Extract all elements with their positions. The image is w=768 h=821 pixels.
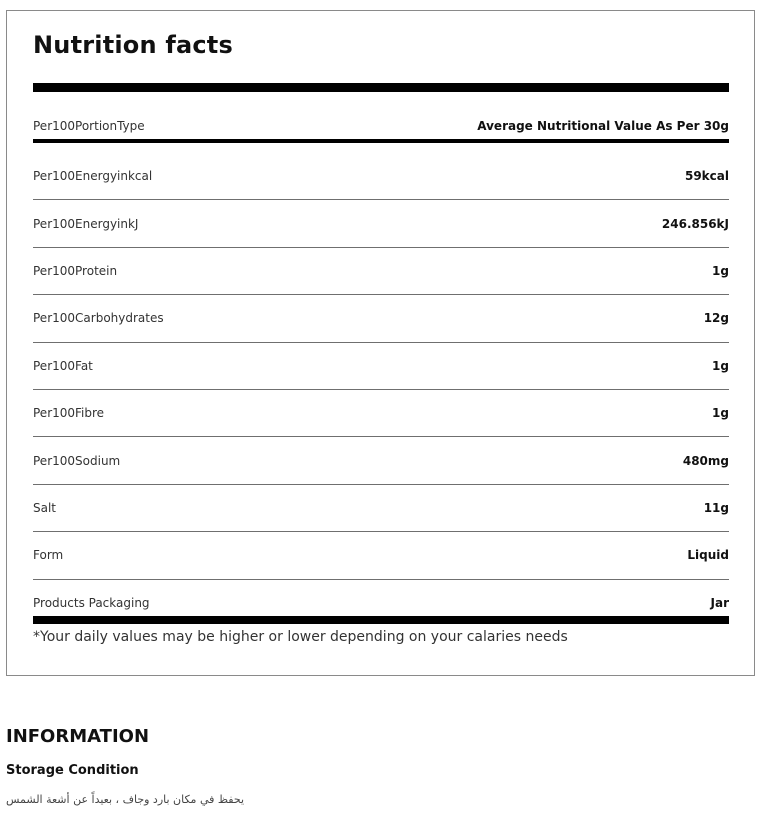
nutrition-row bbox=[33, 390, 729, 437]
bottom-thick-divider bbox=[33, 616, 729, 624]
storage-condition-text: يحفظ في مكان بارد وجاف ، بعيداً عن أشعة الشمس bbox=[6, 793, 245, 806]
nutrition-row bbox=[33, 532, 729, 579]
nutrition-row bbox=[33, 248, 729, 295]
storage-condition-heading: Storage Condition bbox=[6, 763, 139, 778]
nutrition-row bbox=[33, 103, 729, 149]
information-heading: INFORMATION bbox=[6, 726, 150, 747]
nutrition-label: Per100EnergyinkJ bbox=[33, 216, 139, 231]
nutrition-label: Per100Sodium bbox=[33, 453, 121, 468]
nutrition-value: 246.856kJ bbox=[661, 216, 729, 231]
nutrition-value: 12g bbox=[703, 311, 729, 326]
nutrition-value: Average Nutritional Value As Per 30g bbox=[477, 119, 729, 133]
nutrition-rows bbox=[33, 103, 729, 627]
nutrition-label: Per100Energyinkcal bbox=[33, 169, 153, 184]
nutrition-row bbox=[33, 437, 729, 484]
nutrition-row bbox=[33, 153, 729, 200]
nutrition-value: Jar bbox=[710, 596, 729, 611]
nutrition-label: Per100Fat bbox=[33, 358, 93, 373]
nutrition-label: Salt bbox=[33, 500, 57, 515]
nutrition-value: 1g bbox=[712, 406, 729, 421]
daily-values-footnote: *Your daily values may be higher or lower depending on your calaries needs bbox=[33, 629, 568, 645]
nutrition-value: 480mg bbox=[682, 453, 729, 468]
nutrition-value: 59kcal bbox=[684, 169, 729, 184]
nutrition-row bbox=[33, 200, 729, 247]
nutrition-row bbox=[33, 295, 729, 342]
nutrition-label: Per100Fibre bbox=[33, 406, 105, 421]
nutrition-label: Form bbox=[33, 548, 64, 563]
nutrition-row bbox=[33, 343, 729, 390]
nutrition-value: Liquid bbox=[687, 548, 729, 563]
nutrition-title: Nutrition facts bbox=[33, 31, 233, 59]
nutrition-facts-panel bbox=[6, 10, 755, 676]
nutrition-value: 1g bbox=[712, 263, 729, 278]
nutrition-label: Products Packaging bbox=[33, 596, 150, 611]
nutrition-row bbox=[33, 485, 729, 532]
nutrition-value: 1g bbox=[712, 358, 729, 373]
nutrition-label: Per100Protein bbox=[33, 263, 118, 278]
nutrition-label: Per100Carbohydrates bbox=[33, 311, 164, 326]
top-thick-divider bbox=[33, 83, 729, 92]
nutrition-value: 11g bbox=[703, 500, 729, 515]
nutrition-label: Per100PortionType bbox=[33, 119, 145, 133]
